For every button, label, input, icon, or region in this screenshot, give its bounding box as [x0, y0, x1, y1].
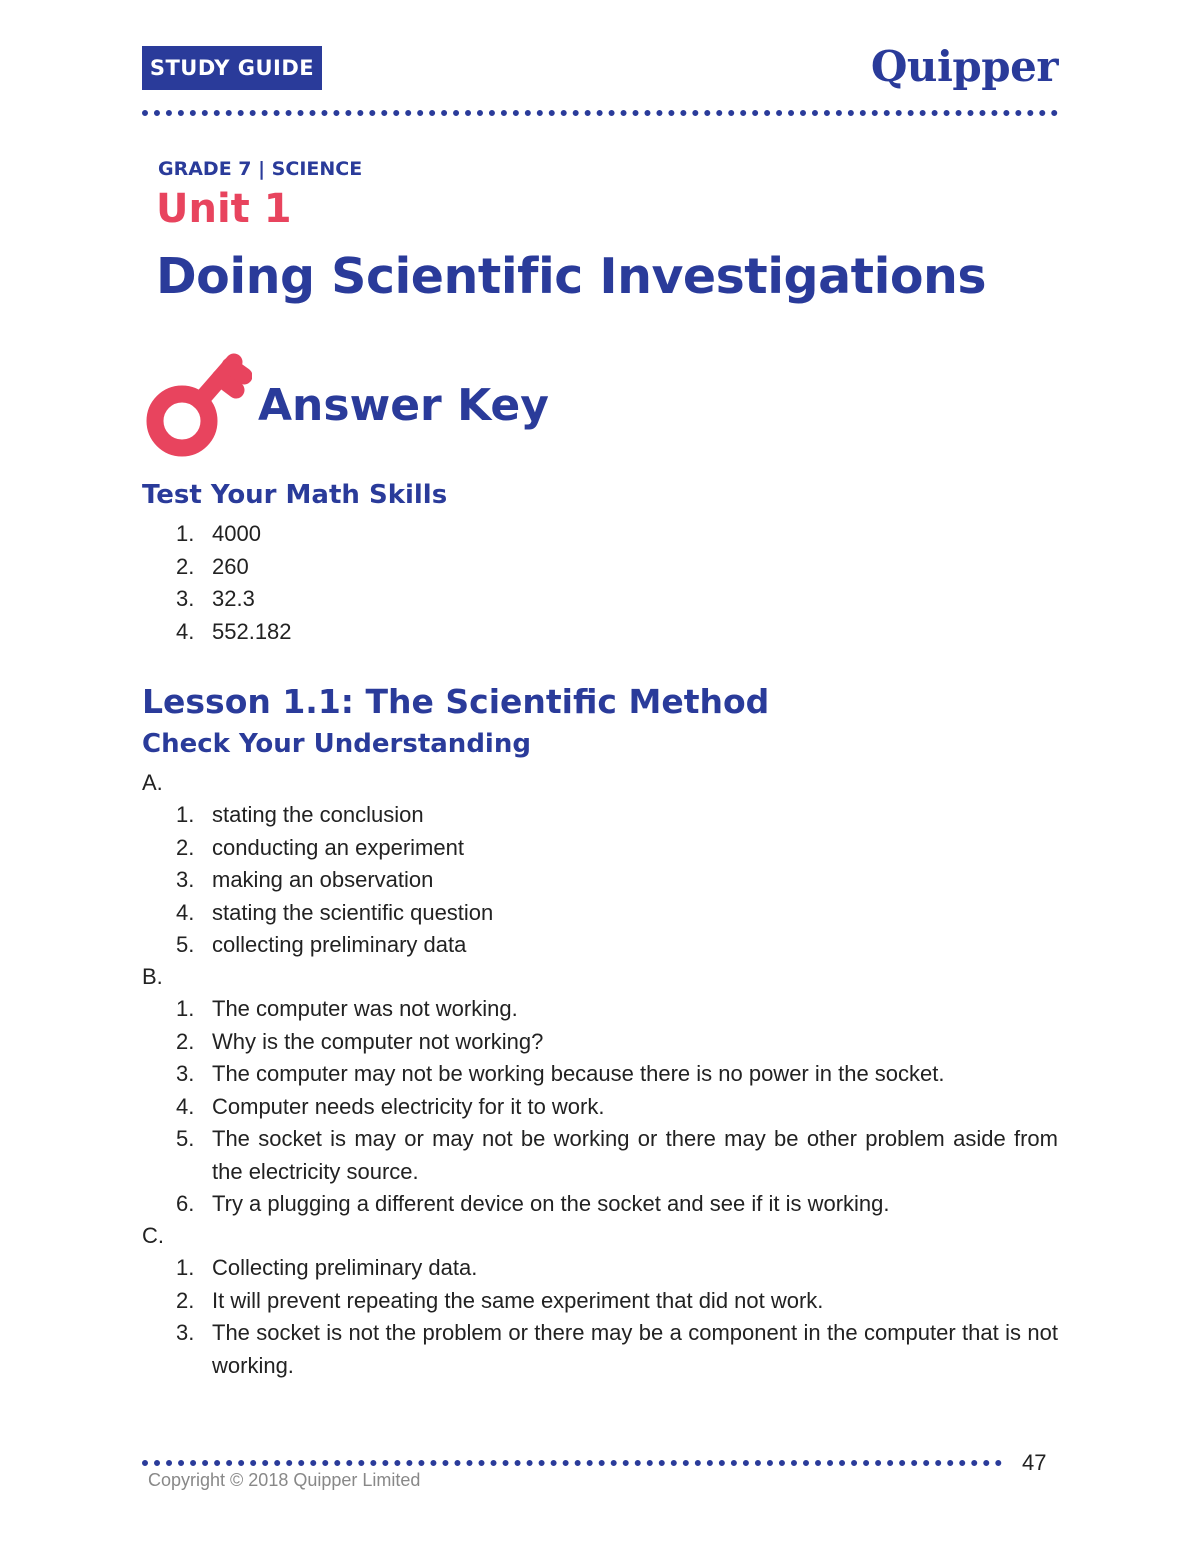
section-a-list — [142, 799, 1058, 962]
copyright-notice: Copyright © 2018 Quipper Limited — [148, 1470, 421, 1490]
list-item: 2. Why is the computer not working? — [176, 1028, 544, 1054]
list-item: 5. collecting preliminary data — [176, 932, 467, 957]
list-item: 4. Computer needs electricity for it to work. — [176, 1093, 605, 1119]
math-answers-list — [142, 518, 1058, 648]
list-item: 6. Try a plugging a different device on the socket and see if it is working. — [176, 1191, 890, 1216]
list-item: 1. 4000 — [176, 521, 261, 546]
list-item: 2. It will prevent repeating the same experiment that did not work. — [176, 1287, 824, 1313]
list-item: 2. conducting an experiment — [176, 834, 464, 860]
unit-label: Unit 1 — [156, 186, 292, 232]
list-item: 5. The socket is may or may not be working or there may be other problem aside from the electricity source. — [176, 1126, 1058, 1184]
section-c-list — [142, 1252, 1058, 1382]
list-item: 3. 32.3 — [176, 586, 255, 611]
list-item: 4. stating the scientific question — [176, 899, 494, 925]
list-item: 1. Collecting preliminary data. — [176, 1255, 478, 1280]
page-number: 47 — [1022, 1450, 1047, 1475]
list-item: 3. The computer may not be working because there is no power in the socket. — [176, 1061, 945, 1086]
top-divider — [142, 110, 1058, 116]
section-c-label: C. — [142, 1223, 164, 1248]
key-icon — [142, 346, 252, 464]
answer-key-heading: Answer Key — [258, 380, 549, 431]
brand-logo: Quipper — [870, 42, 1058, 91]
check-understanding-heading: Check Your Understanding — [142, 729, 531, 759]
page-title: Doing Scientific Investigations — [156, 248, 987, 305]
section-b-list — [142, 993, 1058, 1221]
list-item: 4. 552.182 — [176, 618, 292, 644]
section-a-label: A. — [142, 770, 163, 795]
math-skills-heading: Test Your Math Skills — [142, 480, 448, 510]
bottom-divider — [142, 1460, 1002, 1466]
list-item: 3. The socket is not the problem or there may be a component in the computer that is not working. — [176, 1320, 1058, 1378]
grade-subject: GRADE 7 | SCIENCE — [158, 158, 363, 180]
study-guide-badge: STUDY GUIDE — [142, 46, 322, 90]
list-item: 3. making an observation — [176, 867, 434, 892]
list-item: 2. 260 — [176, 553, 249, 579]
list-item: 1. stating the conclusion — [176, 802, 424, 827]
section-b-label: B. — [142, 964, 163, 989]
lesson-heading: Lesson 1.1: The Scientific Method — [142, 682, 770, 721]
list-item: 1. The computer was not working. — [176, 996, 518, 1021]
